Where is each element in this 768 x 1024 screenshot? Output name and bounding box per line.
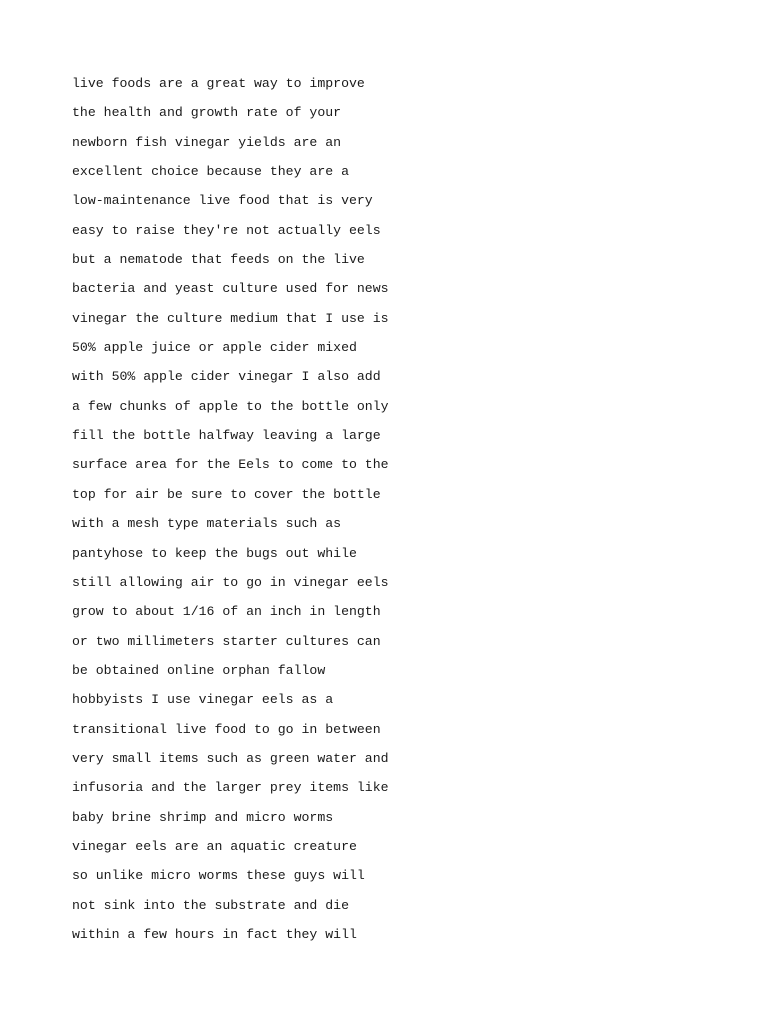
text-line: easy to raise they're not actually eels: [72, 222, 381, 238]
text-line: grow to about 1/16 of an inch in length: [72, 604, 381, 620]
text-line: transitional live food to go in between: [72, 721, 381, 737]
text-line: within a few hours in fact they will: [72, 926, 357, 942]
text-line: infusoria and the larger prey items like: [72, 780, 389, 796]
text-line: with a mesh type materials such as: [72, 516, 342, 532]
text-line: the health and growth rate of your: [72, 105, 342, 121]
text-line: newborn fish vinegar yields are an: [72, 134, 342, 150]
text-line: not sink into the substrate and die: [72, 897, 349, 913]
text-line: surface area for the Eels to come to the: [72, 457, 389, 473]
transcript-text: [72, 69, 712, 949]
text-line: but a nematode that feeds on the live: [72, 252, 365, 268]
text-line: vinegar the culture medium that I use is: [72, 310, 389, 326]
text-line: bacteria and yeast culture used for news: [72, 281, 389, 297]
text-line: with 50% apple cider vinegar I also add: [72, 369, 381, 385]
text-line: a few chunks of apple to the bottle only: [72, 398, 389, 414]
text-line: so unlike micro worms these guys will: [72, 868, 365, 884]
text-line: or two millimeters starter cultures can: [72, 633, 381, 649]
text-line: fill the bottle halfway leaving a large: [72, 428, 381, 444]
text-line: low-maintenance live food that is very: [72, 193, 373, 209]
text-line: pantyhose to keep the bugs out while: [72, 545, 357, 561]
text-line: hobbyists I use vinegar eels as a: [72, 692, 334, 708]
text-line: 50% apple juice or apple cider mixed: [72, 340, 357, 356]
text-line: very small items such as green water and: [72, 750, 389, 766]
text-line: top for air be sure to cover the bottle: [72, 486, 381, 502]
text-line: vinegar eels are an aquatic creature: [72, 838, 357, 854]
text-line: excellent choice because they are a: [72, 164, 349, 180]
text-line: be obtained online orphan fallow: [72, 662, 326, 678]
text-line: baby brine shrimp and micro worms: [72, 809, 334, 825]
text-line: live foods are a great way to improve: [72, 76, 365, 91]
text-line: still allowing air to go in vinegar eels: [72, 574, 389, 590]
